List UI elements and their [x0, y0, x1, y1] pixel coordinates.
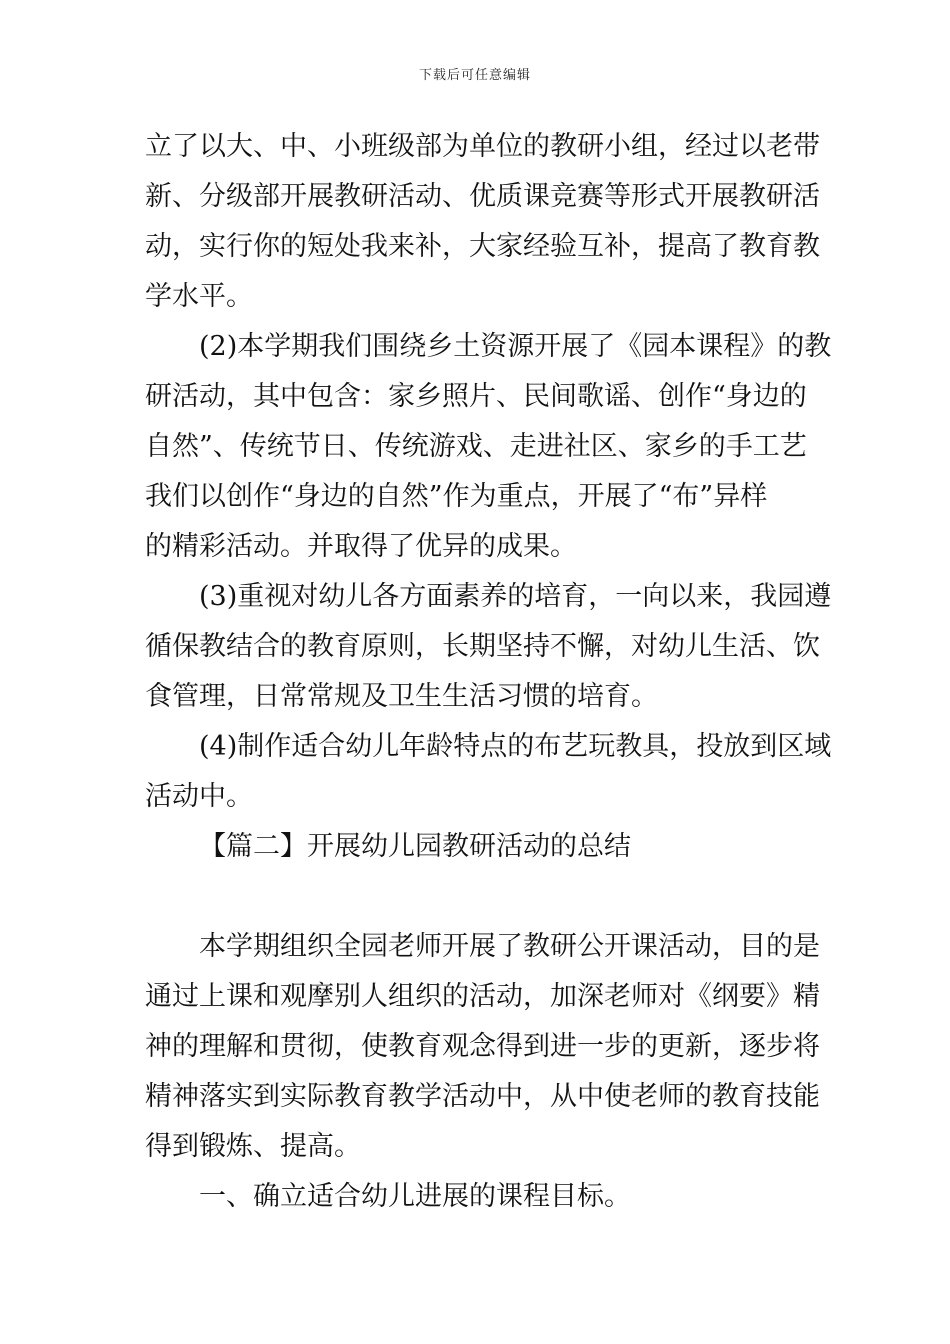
body-line: (4)制作适合幼儿年龄特点的布艺玩教具，投放到区域 [199, 731, 832, 762]
body-line: 食管理，日常常规及卫生生活习惯的培育。 [145, 681, 658, 712]
body-line: (2)本学期我们围绕乡土资源开展了《园本课程》的教 [199, 331, 832, 362]
body-line: 学水平。 [145, 281, 253, 312]
body-line: 循保教结合的教育原则，长期坚持不懈，对幼儿生活、饮 [145, 631, 820, 662]
body-line: 神的理解和贯彻，使教育观念得到进一步的更新，逐步将 [145, 1031, 820, 1062]
body-line: 立了以大、中、小班级部为单位的教研小组，经过以老带 [145, 131, 820, 162]
body-line: 通过上课和观摩别人组织的活动，加深老师对《纲要》精 [145, 981, 820, 1012]
body-line: 自然”、传统节日、传统游戏、走进社区、家乡的手工艺 [145, 431, 807, 462]
body-line: 研活动，其中包含：家乡照片、民间歌谣、创作“身边的 [145, 381, 807, 412]
body-line: 的精彩活动。并取得了优异的成果。 [145, 531, 577, 562]
body-line: 活动中。 [145, 781, 253, 812]
subsection-heading: 一、确立适合幼儿进展的课程目标。 [199, 1181, 631, 1212]
section-heading: 【篇二】开展幼儿园教研活动的总结 [199, 831, 631, 862]
page-header: 下载后可任意编辑 [418, 68, 531, 83]
body-line: 我们以创作“身边的自然”作为重点，开展了“布”异样 [145, 481, 768, 512]
body-line: 得到锻炼、提高。 [145, 1131, 361, 1162]
body-line: 动，实行你的短处我来补，大家经验互补，提高了教育教 [145, 231, 820, 262]
body-line: 精神落实到实际教育教学活动中，从中使老师的教育技能 [145, 1081, 820, 1112]
body-line: 新、分级部开展教研活动、优质课竞赛等形式开展教研活 [145, 181, 820, 212]
body-line: (3)重视对幼儿各方面素养的培育，一向以来，我园遵 [199, 581, 832, 612]
body-line: 本学期组织全园老师开展了教研公开课活动，目的是 [199, 931, 820, 962]
